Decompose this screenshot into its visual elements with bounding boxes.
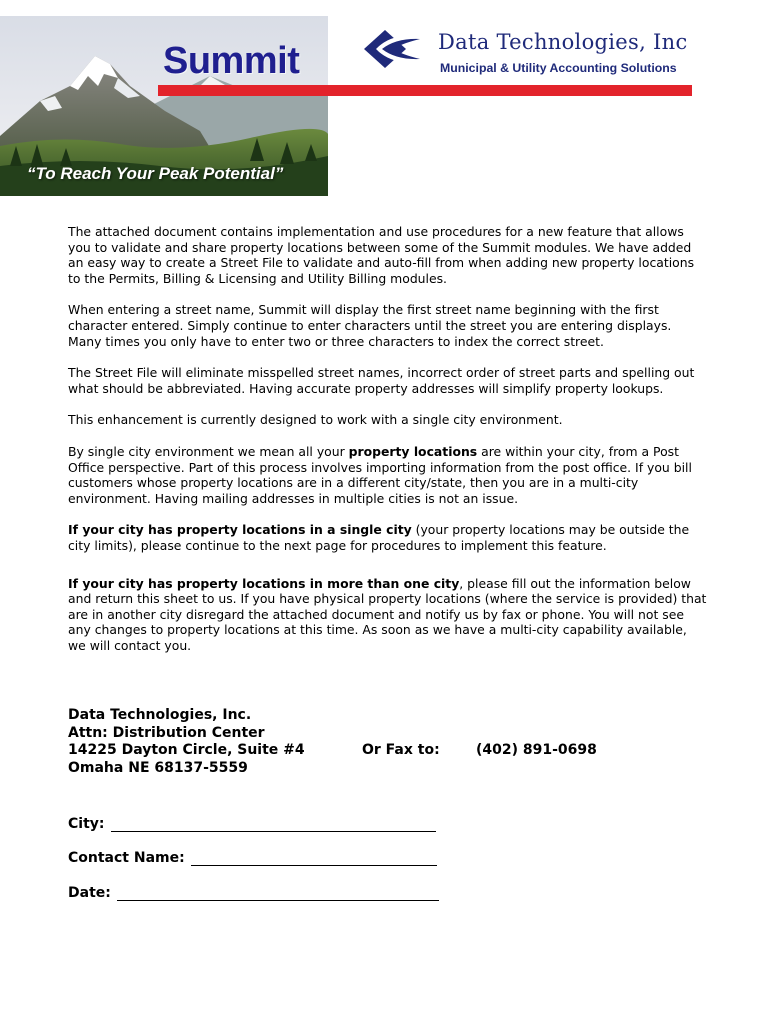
address-line-city: Omaha NE 68137-5559 <box>68 759 248 776</box>
company-tagline: Municipal & Utility Accounting Solutions <box>440 61 677 75</box>
paragraph-street-file: The Street File will eliminate misspelled street names, incorrect order of street parts and spelling out what should be abbreviated. Having accurate property addresses will simplify property lookups. <box>68 365 695 396</box>
paragraph-single-city: This enhancement is currently designed to work with a single city environment. <box>68 412 563 428</box>
paragraph-multi-city-instructions: If your city has property locations in more than one city, please fill out the information below and return this sheet to us. If you have physical property locations (where the service is provided) that are in another city disregard the attached document and notify us by fax or phone. You will not see any changes to property locations at this time. As soon as we have a multi-city capability available, we will contact you. <box>68 575 707 653</box>
date-label: Date: <box>68 885 111 901</box>
address-line-attn: Attn: Distribution Center <box>68 724 265 741</box>
slogan: “To Reach Your Peak Potential” <box>27 164 284 183</box>
city-input-line[interactable] <box>111 817 436 832</box>
paragraph-intro: The attached document contains implementation and use procedures for a new feature that allows you to validate and share property locations between some of the Summit modules. We have added an easy way to create a Street File to validate and auto-fill from when adding new property locations to the Permits, Billing & Licensing and Utility Billing modules. <box>68 224 695 286</box>
address-line-street: 14225 Dayton Circle, Suite #4 <box>68 742 305 758</box>
paragraph-single-city-instructions: If your city has property locations in a single city (your property locations may be outside the city limits), please continue to the next page for procedures to implement this feature. <box>68 522 690 553</box>
city-label: City: <box>68 816 105 832</box>
paragraph-street-entry: When entering a street name, Summit will display the first street name beginning with the first character entered. Simply continue to enter characters until the street you are entering displays. Many times you only have to enter two or three characters to index the correct street. <box>68 302 672 349</box>
contact-name-label: Contact Name: <box>68 850 185 866</box>
contact-name-input-line[interactable] <box>191 851 437 866</box>
company-name: Data Technologies, Inc <box>438 30 688 54</box>
red-divider-bar <box>158 85 692 96</box>
city-field <box>68 816 436 832</box>
mailing-address <box>68 707 305 777</box>
fax-number: (402) 891-0698 <box>476 742 597 758</box>
contact-name-field <box>68 850 437 866</box>
summit-product-title: Summit <box>163 40 300 82</box>
fax-label: Or Fax to: <box>362 742 440 758</box>
document-body <box>68 224 708 669</box>
paragraph-definition: By single city environment we mean all your property locations are within your city, from a Post Office perspective. Part of this process involves importing information from the post office. If you bill customers whose property locations are in a different city/state, then you are in a multi-city environment. Having mailing addresses in multiple cities is not an issue. <box>68 443 692 506</box>
date-input-line[interactable] <box>117 886 439 901</box>
address-line-company: Data Technologies, Inc. <box>68 707 252 723</box>
date-field <box>68 885 439 901</box>
data-technologies-diamond-logo-icon <box>362 26 432 72</box>
